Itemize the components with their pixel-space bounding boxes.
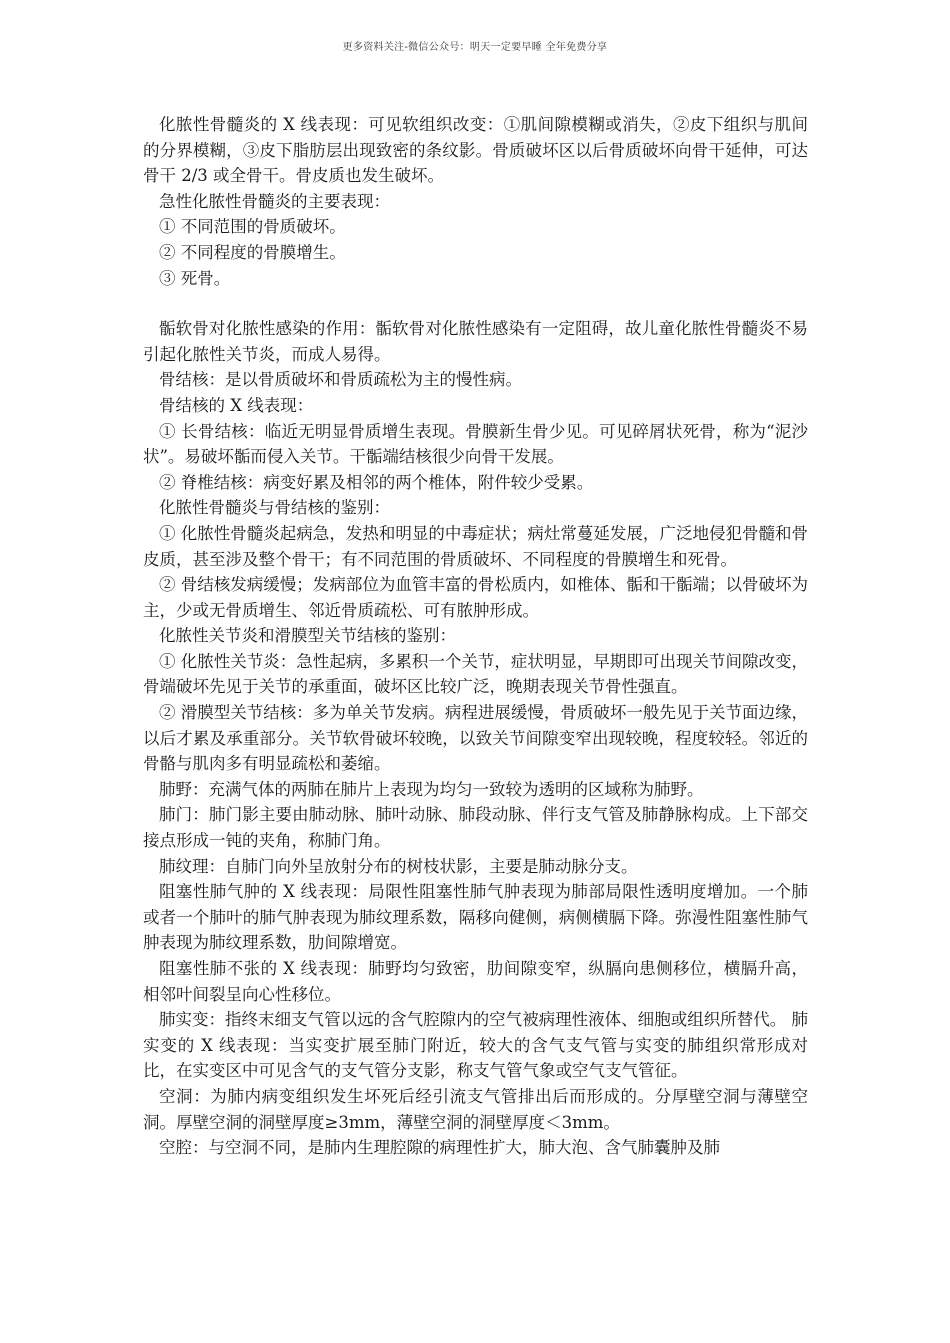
- paragraph: 肺野：充满气体的两肺在肺片上表现为均匀一致较为透明的区域称为肺野。: [159, 779, 704, 799]
- header-note: 更多资料关注-微信公众号：明天一定要早睡 全年免费分享: [342, 42, 608, 53]
- list-item: ① 不同范围的骨质破坏。: [159, 217, 346, 237]
- list-item: ② 滑膜型关节结核：多为单关节发病。病程进展缓慢，骨质破坏一般先见于关节面边缘，以后才累及承重部分。关节软骨破坏较晚，以致关节间隙变窄出现较晚，程度较轻。邻近的骨骼与肌肉多有明显疏松和萎缩。: [143, 703, 808, 774]
- paragraph: 骨结核的 X 线表现：: [159, 395, 314, 415]
- list-item: ① 长骨结核：临近无明显骨质增生表现。骨膜新生骨少见。可见碎屑状死骨，称为“泥沙状”。易破坏骺而侵入关节。干骺端结核很少向骨干发展。: [143, 421, 808, 467]
- list-item: ② 骨结核发病缓慢；发病部位为血管丰富的骨松质内，如椎体、骺和干骺端；以骨破坏为主，少或无骨质增生、邻近骨质疏松、可有脓肿形成。: [143, 575, 808, 620]
- list-item: ① 化脓性骨髓炎起病急，发热和明显的中毒症状；病灶常蔓延发展，广泛地侵犯骨髓和骨皮质，甚至涉及整个骨干；有不同范围的骨质破坏、不同程度的骨膜增生和死骨。: [143, 523, 808, 569]
- paragraph: 空腔：与空洞不同，是肺内生理腔隙的病理性扩大，肺大泡、含气肺囊肿及肺: [159, 1138, 720, 1158]
- list-item: ③ 死骨。: [159, 268, 231, 288]
- body-text: [143, 112, 808, 1161]
- paragraph: 肺纹理：自肺门向外呈放射分布的树枝状影，主要是肺动脉分支。: [159, 856, 638, 876]
- paragraph: 化脓性关节炎和滑膜型关节结核的鉴别：: [159, 626, 456, 646]
- paragraph: 阻塞性肺不张的 X 线表现：肺野均匀致密，肋间隙变窄，纵膈向患侧移位，横膈升高，相邻叶间裂呈向心性移位。: [143, 959, 808, 1004]
- blank-line: [143, 291, 808, 316]
- paragraph: 肺门：肺门影主要由肺动脉、肺叶动脉、肺段动脉、伴行支气管及肺静脉构成。上下部交接点形成一钝的夹角，称肺门角。: [143, 805, 808, 851]
- paragraph: 骨结核：是以骨质破坏和骨质疏松为主的慢性病。: [159, 370, 522, 390]
- paragraph: 空洞：为肺内病变组织发生坏死后经引流支气管排出后而形成的。分厚壁空洞与薄壁空洞。厚壁空洞的洞壁厚度≥3mm，薄壁空洞的洞壁厚度＜3mm。: [143, 1086, 808, 1132]
- paragraph: 急性化脓性骨髓炎的主要表现：: [159, 191, 390, 211]
- paragraph: 化脓性骨髓炎的 X 线表现：可见软组织改变：①肌间隙模糊或消失，②皮下组织与肌间的分界模糊，③皮下脂肪层出现致密的条纹影。骨质破坏区以后骨质破坏向骨干延伸，可达骨干 2/3 或全骨干。骨皮质也发生破坏。: [143, 115, 808, 186]
- paragraph: 肺实变：指终末细支气管以远的含气腔隙内的空气被病理性液体、细胞或组织所替代。 肺实变的 X 线表现：当实变扩展至肺门附近，较大的含气支气管与实变的肺组织常形成对比，在实变区中可见含气的支气管分支影，称支气管气象或空气支气管征。: [143, 1010, 808, 1081]
- list-item: ① 化脓性关节炎：急性起病，多累积一个关节，症状明显，早期即可出现关节间隙改变，骨端破坏先见于关节的承重面，破坏区比较广泛，晚期表现关节骨性强直。: [143, 651, 808, 697]
- paragraph: 阻塞性肺气肿的 X 线表现：局限性阻塞性肺气肿表现为肺部局限性透明度增加。一个肺或者一个肺叶的肺气肿表现为肺纹理系数，隔移向健侧，病侧横膈下降。弥漫性阻塞性肺气肿表现为肺纹理系数，肋间隙增宽。: [143, 882, 808, 953]
- paragraph: 骺软骨对化脓性感染的作用：骺软骨对化脓性感染有一定阻碍，故儿童化脓性骨髓炎不易引起化脓性关节炎，而成人易得。: [143, 319, 808, 364]
- paragraph: 化脓性骨髓炎与骨结核的鉴别：: [159, 498, 390, 518]
- list-item: ② 不同程度的骨膜增生。: [159, 242, 346, 262]
- list-item: ② 脊椎结核：病变好累及相邻的两个椎体，附件较少受累。: [159, 472, 594, 492]
